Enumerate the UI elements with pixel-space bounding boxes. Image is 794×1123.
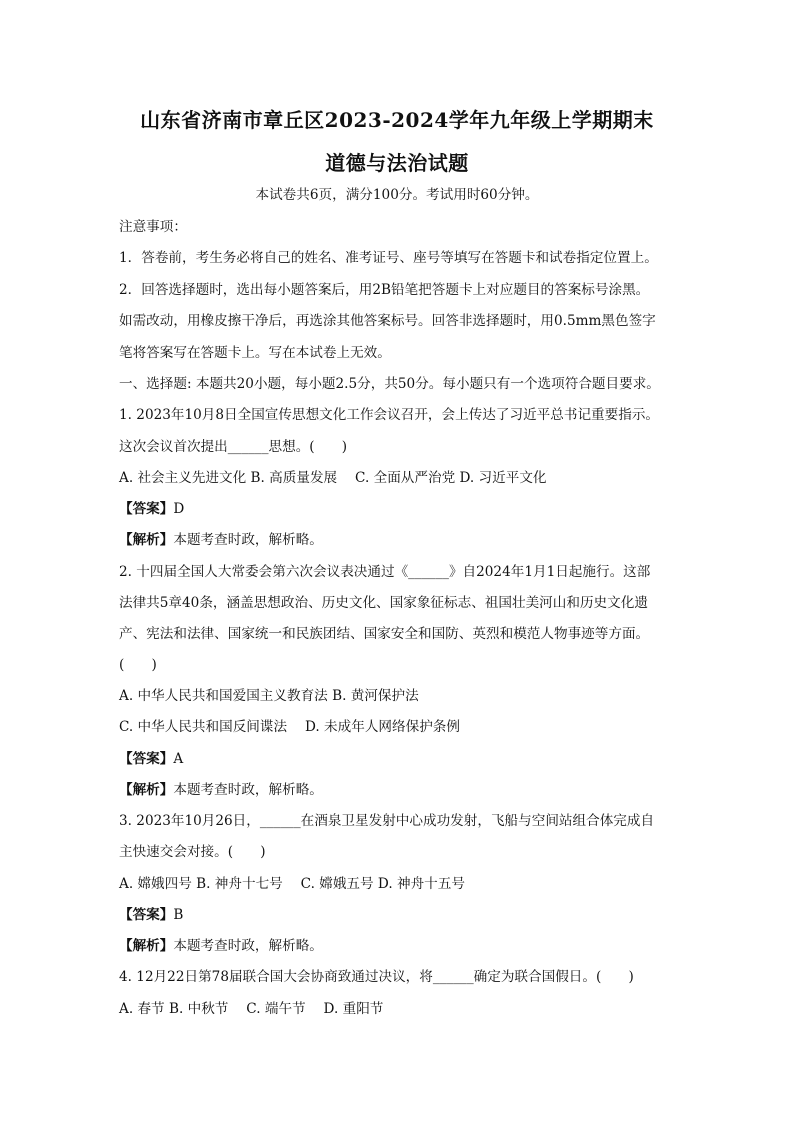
page-title: 山东省济南市章丘区2023-2024学年九年级上学期期末 <box>140 108 654 132</box>
question-1-stem: 这次会议首次提出______思想。( ) <box>119 439 348 455</box>
question-2-stem: 产、宪法和法律、国家统一和民族团结、国家安全和国防、英烈和模范人物事迹等方面。 <box>119 626 650 642</box>
question-2-options: A. 中华人民共和国爱国主义教育法 B. 黄河保护法 <box>119 688 419 704</box>
question-1-answer: 【答案】D <box>119 501 185 517</box>
notes-item-1: 1．答卷前，考生务必将自己的姓名、准考证号、座号等填写在答题卡和试卷指定位置上。 <box>119 250 658 266</box>
question-3-answer: 【答案】B <box>119 907 184 923</box>
label-tag: 【解析】 <box>119 938 174 954</box>
question-3-stem: 3. 2023年10月26日，______在酒泉卫星发射中心成功发射，飞船与空间站组合体完成自 <box>119 813 655 829</box>
question-2-stem: 法律共5章40条，涵盖思想政治、历史文化、国家象征标志、祖国壮美河山和历史文化遗 <box>119 595 648 611</box>
page-subtitle: 道德与法治试题 <box>325 151 469 175</box>
label-tag: 【解析】 <box>119 782 174 798</box>
exam-info: 本试卷共6页，满分100分。考试用时60分钟。 <box>255 187 539 203</box>
question-1-options: A. 社会主义先进文化 B. 高质量发展 C. 全面从严治党 D. 习近平文化 <box>119 470 547 486</box>
question-2-stem: 2. 十四届全国人大常委会第六次会议表决通过《______》自2024年1月1日起施行。这部 <box>119 564 651 580</box>
section-heading: 一、选择题: 本题共20小题，每小题2.5分，共50分。每小题只有一个选项符合题目要求。 <box>119 376 660 392</box>
question-3-options: A. 嫦娥四号 B. 神舟十七号 C. 嫦娥五号 D. 神舟十五号 <box>119 876 465 892</box>
notes-heading: 注意事项： <box>119 219 187 235</box>
notes-item-2-cont: 如需改动，用橡皮擦干净后，再选涂其他答案标号。回答非选择题时，用0.5mm黑色签字 <box>119 313 656 329</box>
question-3-analysis: 【解析】本题考查时政，解析略。 <box>119 938 323 954</box>
question-2-stem: ( ) <box>119 657 157 673</box>
notes-item-2: 2．回答选择题时，选出每小题答案后，用2B铅笔把答题卡上对应题目的答案标号涂黑。 <box>119 282 650 298</box>
question-2-answer: 【答案】A <box>119 751 184 767</box>
question-2-analysis: 【解析】本题考查时政，解析略。 <box>119 782 323 798</box>
question-1-stem: 1. 2023年10月8日全国宣传思想文化工作会议召开，会上传达了习近平总书记重要指示。 <box>119 407 660 423</box>
label-tag: 【解析】 <box>119 532 174 548</box>
question-1-analysis: 【解析】本题考查时政，解析略。 <box>119 532 323 548</box>
label-tag: 【答案】 <box>119 501 174 517</box>
notes-item-2-cont: 笔将答案写在答题卡上。写在本试卷上无效。 <box>119 345 391 361</box>
question-3-stem: 主快速交会对接。( ) <box>119 844 266 860</box>
question-2-options: C. 中华人民共和国反间谍法 D. 未成年人网络保护条例 <box>119 719 460 735</box>
question-4-stem: 4. 12月22日第78届联合国大会协商致通过决议，将______确定为联合国假日。( ) <box>119 969 634 985</box>
label-tag: 【答案】 <box>119 751 174 767</box>
question-4-options: A. 春节 B. 中秋节 C. 端午节 D. 重阳节 <box>119 1001 384 1017</box>
label-tag: 【答案】 <box>119 907 174 923</box>
